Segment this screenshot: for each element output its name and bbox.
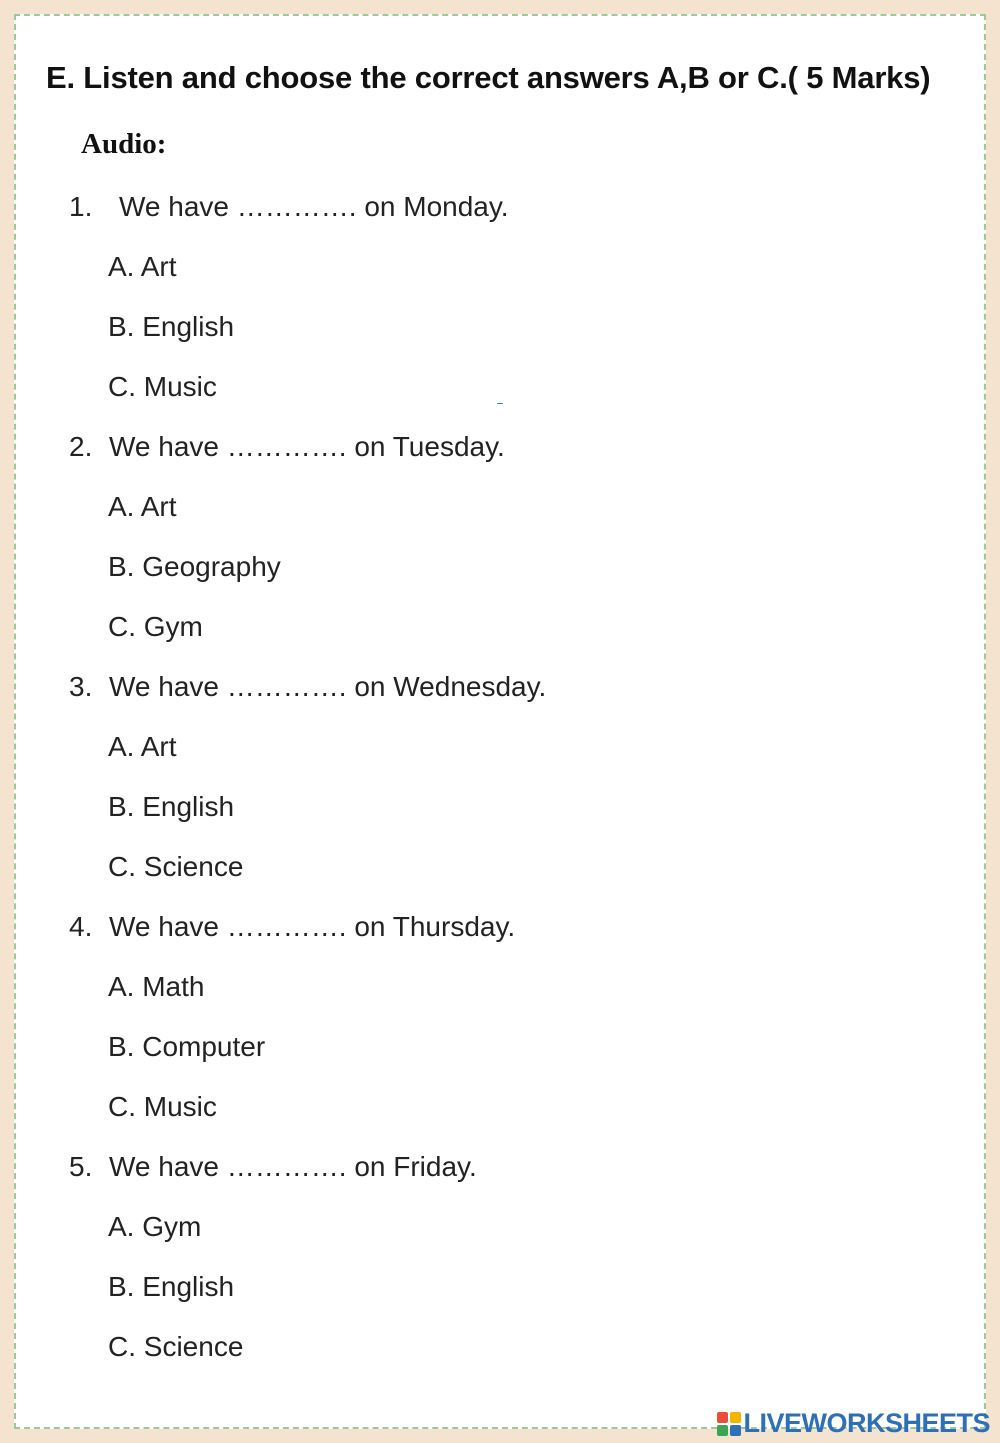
question-1 bbox=[69, 191, 509, 223]
question-number: 3. bbox=[69, 671, 93, 702]
question-number: 2. bbox=[69, 431, 93, 462]
option-5a[interactable]: A. Gym bbox=[108, 1211, 202, 1242]
liveworksheets-logo[interactable] bbox=[717, 1408, 990, 1439]
option-1c[interactable]: C. Music bbox=[108, 371, 217, 402]
question-3 bbox=[69, 671, 546, 703]
stray-mark bbox=[497, 403, 503, 404]
audio-label: Audio: bbox=[81, 128, 167, 160]
logo-blocks-icon bbox=[717, 1412, 741, 1436]
question-number: 4. bbox=[69, 911, 93, 942]
option-4b[interactable]: B. Computer bbox=[108, 1031, 266, 1062]
worksheet-page bbox=[14, 14, 986, 1429]
option-1b[interactable]: B. English bbox=[108, 311, 235, 342]
section-title: E. Listen and choose the correct answers A,B or C.( 5 Marks) bbox=[46, 60, 931, 95]
option-3a[interactable]: A. Art bbox=[108, 731, 177, 762]
question-text: We have …………. on Tuesday. bbox=[109, 431, 505, 462]
question-4 bbox=[69, 911, 515, 943]
question-text: We have …………. on Friday. bbox=[109, 1151, 477, 1182]
option-3b[interactable]: B. English bbox=[108, 791, 235, 822]
option-3c[interactable]: C. Science bbox=[108, 851, 244, 882]
question-number: 5. bbox=[69, 1151, 93, 1182]
option-1a[interactable]: A. Art bbox=[108, 251, 177, 282]
question-text: We have …………. on Monday. bbox=[119, 191, 509, 222]
question-text: We have …………. on Thursday. bbox=[109, 911, 516, 942]
logo-text: LIVEWORKSHEETS bbox=[743, 1408, 990, 1438]
option-4c[interactable]: C. Music bbox=[108, 1091, 217, 1122]
question-2 bbox=[69, 431, 505, 463]
option-2a[interactable]: A. Art bbox=[108, 491, 177, 522]
option-5c[interactable]: C. Science bbox=[108, 1331, 244, 1362]
question-number: 1. bbox=[69, 191, 93, 222]
question-text: We have …………. on Wednesday. bbox=[109, 671, 547, 702]
question-5 bbox=[69, 1151, 477, 1183]
option-5b[interactable]: B. English bbox=[108, 1271, 235, 1302]
option-2b[interactable]: B. Geography bbox=[108, 551, 281, 582]
option-4a[interactable]: A. Math bbox=[108, 971, 205, 1002]
option-2c[interactable]: C. Gym bbox=[108, 611, 203, 642]
